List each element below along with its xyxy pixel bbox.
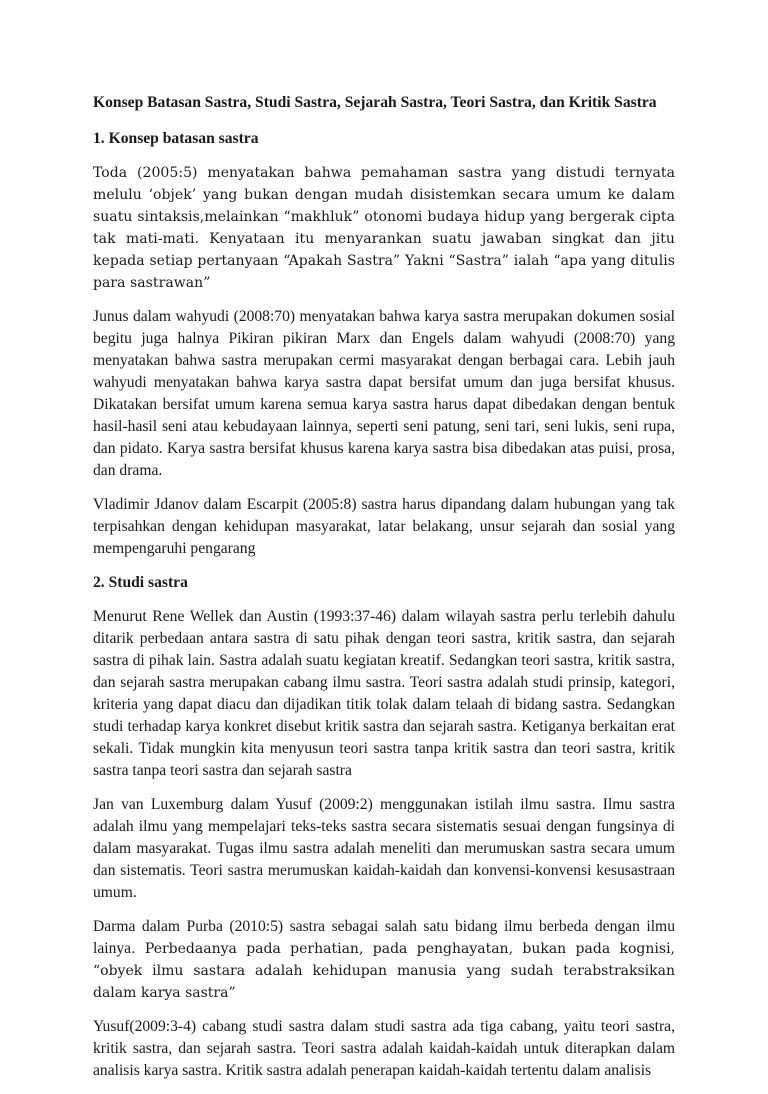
- paragraph-toda: Toda (2005:5) menyatakan bahwa pemahaman sastra yang distudi ternyata melulu ‘objek’ yang bukan dengan mudah disistemkan secara umum ke dalam suatu sintaksis,melainkan “makhluk” otonomi budaya hidup yang bergerak cipta tak mati-mati. Kenyataan itu menyarankan suatu jawaban singkat dan jitu kepada setiap pertanyaan “Apakah Sastra” Yakni “Sastra” ialah “apa yang ditulis para sastrawan”: [93, 165, 675, 291]
- document-body: [93, 92, 675, 1094]
- paragraph-junus: Junus dalam wahyudi (2008:70) menyatakan bahwa karya sastra merupakan dokumen sosial begitu juga halnya Pikiran pikiran Marx dan Engels dalam wahyudi (2008:70) yang menyatakan bahwa sastra merupakan cermi masyarakat dengan berbagai cara. Lebih jauh wahyudi menyatakan bahwa karya sastra dapat bersifat umum dan juga bersifat khusus. Dikatakan bersifat umum karena semua karya sastra harus dapat dibedakan dengan bentuk hasil-hasil seni atau kebudayaan lainnya, seperti seni patung, seni tari, seni lukis, seni rupa, dan pidato. Karya sastra bersifat khusus karena karya sastra bisa dibedakan atas puisi, prosa, dan drama.: [93, 308, 675, 479]
- paragraph-vladimir-jdanov: Vladimir Jdanov dalam Escarpit (2005:8) sastra harus dipandang dalam hubungan yang tak terpisahkan dengan kehidupan masyarakat, latar belakang, unsur sejarah dan sosial yang mempengaruhi pengarang: [93, 496, 675, 557]
- paragraph-rene-wellek: Menurut Rene Wellek dan Austin (1993:37-46) dalam wilayah sastra perlu terlebih dahulu ditarik perbedaan antara sastra di satu pihak dengan teori sastra, kritik sastra, dan sejarah sastra di pihak lain. Sastra adalah suatu kegiatan kreatif. Sedangkan teori sastra, kritik sastra, dan sejarah sastra merupakan cabang ilmu sastra. Teori sastra adalah studi prinsip, kategori, kriteria yang dapat diacu dan dijadikan titik tolak dalam telaah di bidang sastra. Sedangkan studi terhadap karya konkret disebut kritik sastra dan sejarah sastra. Ketiganya berkaitan erat sekali. Tidak mungkin kita menyusun teori sastra tanpa kritik sastra dan teori sastra, kritik sastra tanpa teori sastra dan sejarah sastra: [93, 608, 675, 779]
- section-heading-studi-sastra: 2. Studi sastra: [93, 574, 188, 591]
- paragraph-darma: [93, 916, 675, 1004]
- section-heading-konsep-batasan-sastra: 1. Konsep batasan sastra: [93, 130, 259, 147]
- document-title: Konsep Batasan Sastra, Studi Sastra, Sejarah Sastra, Teori Sastra, dan Kritik Sastra: [93, 94, 657, 111]
- paragraph-darma-rest: . Perbedaanya pada perhatian, pada penghayatan, bukan pada kognisi, “obyek ilmu sastara adalah kehidupan manusia yang sudah terabstraksikan dalam karya sastra”: [93, 941, 675, 1001]
- paragraph-yusuf: Yusuf(2009:3-4) cabang studi sastra dalam studi sastra ada tiga cabang, yaitu teori sastra, kritik sastra, dan sejarah sastra. Teori sastra adalah kaidah-kaidah untuk diterapkan dalam analisis karya sastra. Kritik sastra adalah penerapan kaidah-kaidah tertentu dalam analisis: [93, 1018, 675, 1079]
- paragraph-jan-van-luxemburg: Jan van Luxemburg dalam Yusuf (2009:2) menggunakan istilah ilmu sastra. Ilmu sastra adalah ilmu yang mempelajari teks-teks sastra secara sistematis sesuai dengan fungsinya di dalam masyarakat. Tugas ilmu sastra adalah meneliti dan merumuskan sastra secara umum dan sistematis. Teori sastra merumuskan kaidah-kaidah dan konvensi-konvensi kesusastraan umum.: [93, 796, 675, 901]
- paragraph-darma-lead: Darma dalam Purba (2010:5) sastra sebagai salah satu bidang ilmu berbeda dengan ilmu lainya: [93, 918, 675, 957]
